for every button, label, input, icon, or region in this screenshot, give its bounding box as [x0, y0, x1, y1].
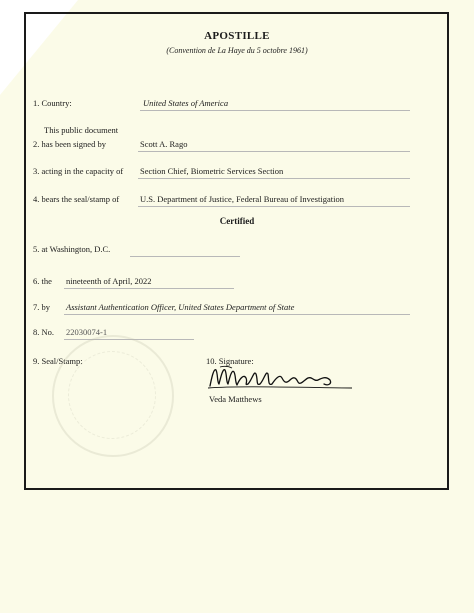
number-value: 22030074-1: [66, 327, 108, 337]
signed-by-line: [138, 151, 410, 152]
country-value: United States of America: [143, 98, 229, 108]
certified-heading: Certified: [219, 216, 255, 226]
signature-label: 10. Signature:: [206, 356, 254, 366]
seal-label: 9. Seal/Stamp:: [33, 356, 83, 366]
place-label: 5. at Washington, D.C.: [33, 244, 111, 254]
capacity-label: 3. acting in the capacity of: [33, 166, 124, 176]
country-label: 1. Country:: [33, 98, 72, 108]
public-document-label: This public document: [44, 125, 119, 135]
date-value: nineteenth of April, 2022: [66, 276, 152, 286]
date-label: 6. the: [33, 276, 52, 286]
number-label: 8. No.: [33, 327, 55, 337]
by-value: Assistant Authentication Officer, United States Department of State: [66, 302, 295, 312]
signed-by-value: Scott A. Rago: [140, 139, 188, 149]
handwritten-signature: [206, 364, 356, 394]
by-label: 7. by: [33, 302, 50, 312]
signer-name: Veda Matthews: [209, 394, 262, 404]
country-line: [140, 110, 410, 111]
signed-by-label: 2. has been signed by: [33, 139, 106, 149]
place-line: [130, 256, 240, 257]
document-title: APOSTILLE: [204, 30, 270, 42]
by-line: [64, 314, 410, 315]
capacity-line: [138, 178, 410, 179]
document-subtitle: (Convention de La Haye du 5 octobre 1961): [166, 46, 308, 55]
embossed-seal-inner-ring: [68, 351, 156, 439]
seal-stamp-of-label: 4. bears the seal/stamp of: [33, 194, 120, 204]
seal-stamp-of-line: [138, 206, 410, 207]
seal-stamp-of-value: U.S. Department of Justice, Federal Bureau of Investigation: [140, 194, 344, 204]
capacity-value: Section Chief, Biometric Services Section: [140, 166, 284, 176]
date-line: [64, 288, 234, 289]
embossed-seal: [52, 335, 174, 457]
